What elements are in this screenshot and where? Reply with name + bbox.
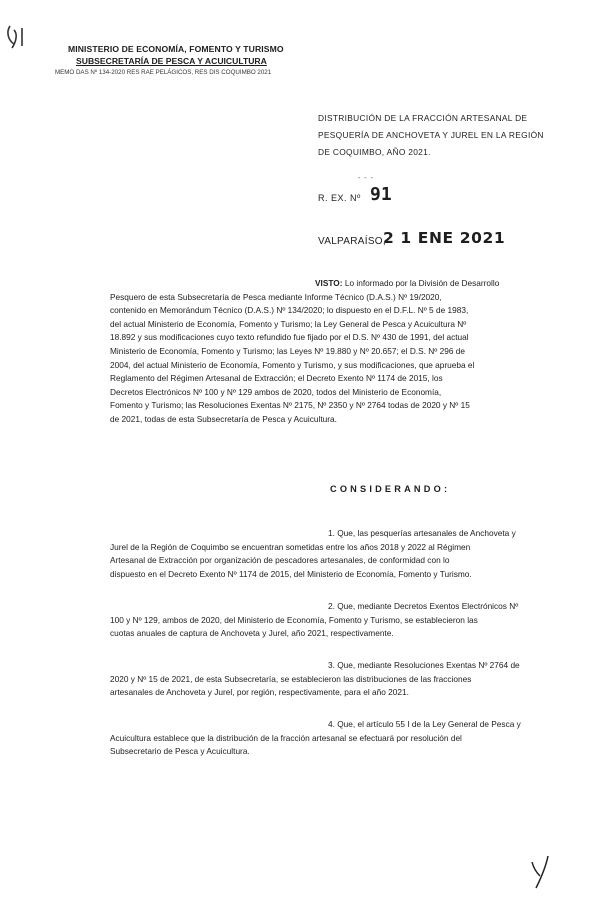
paragraph-line: de 2021, todas de esta Subsecretaría de Pesca y Acuicultura. [110,413,337,424]
visto-label: VISTO: [315,278,343,288]
paragraph-line: Lo informado por la División de Desarrollo [344,278,500,288]
paragraph-line: artesanales de Anchoveta y Jurel, por región, respectivamente, para el año 2021. [110,687,409,698]
paragraph-line: 100 y Nº 129, ambos de 2020, del Ministerio de Economía, Fomento y Turismo, se establecieron las [110,614,478,625]
paragraph-line: Decretos Electrónicos Nº 100 y Nº 129 ambos de 2020, todos del Ministerio de Economía, [110,386,442,397]
paragraph-line: 18.892 y sus modificaciones cuyo texto refundido fue fijado por el D.S. Nº 430 de 1991, del actual [110,332,469,343]
paragraph-line: Reglamento del Régimen Artesanal de Extracción; el Decreto Exento Nº 1174 de 2015, los [110,373,443,384]
considerando-item-3 [110,659,576,700]
considerando-item-4 [110,718,576,759]
resolution-number: 91 [370,184,392,205]
paragraph-line: 3. Que, mediante Resoluciones Exentas Nº 2764 de [328,660,520,670]
paragraph-line: dispuesto en el Decreto Exento Nº 1174 de 2015, del Ministerio de Economía, Fomento y Turismo. [110,568,472,579]
paragraph-line: Fomento y Turismo; las Resoluciones Exentas Nº 2175, Nº 2350 y Nº 2764 todas de 2020 y Nº 15 [110,400,470,411]
memo-reference: MEMO DAS Nº 134-2020 RES RAE PELÁGICOS, RES DIS COQUIMBO 2021 [55,69,272,76]
paragraph-line: Artesanal de Extracción por organización de pescadores artesanales, de conformidad con lo [110,555,450,566]
considerando-item-1 [110,527,576,581]
paragraph-line: contenido en Memorándum Técnico (D.A.S.) Nº 134/2020; lo dispuesto en el D.F.L. Nº 5 de 1983, [110,305,469,316]
visto-paragraph [110,277,576,427]
paragraph-line: Acuicultura establece que la distribución de la fracción artesanal se efectuará por resolución del [110,732,462,743]
scan-mark-icon [2,22,32,62]
paragraph-line: del actual Ministerio de Economía, Fomento y Turismo; la Ley General de Pesca y Acuicultura Nº [110,318,467,329]
paragraph-line: 4. Que, el artículo 55 I de la Ley General de Pesca y [328,719,521,729]
signature-initial-icon [526,852,556,892]
paragraph-line: 1. Que, las pesquerías artesanales de Anchoveta y [328,528,516,538]
paragraph-line: 2004, del actual Ministerio de Economía, Fomento y Turismo, y sus modificaciones, que aprueba el [110,359,475,370]
considerando-item-2 [110,600,576,641]
date-stamp: 2 1 ENE 2021 [383,229,506,247]
title-line: PESQUERÍA DE ANCHOVETA Y JUREL EN LA REGIÓN [318,130,544,140]
paragraph-line: Subsecretario de Pesca y Acuicultura. [110,746,250,757]
place-name: VALPARAÍSO, [318,236,386,247]
visto-first-line [110,277,576,291]
resolution-label: R. EX. Nº [318,193,361,203]
document-title [318,110,582,161]
considerando-heading: CONSIDERANDO: [330,484,451,494]
paragraph-line: cuotas anuales de captura de Anchoveta y Jurel, año 2021, respectivamente. [110,628,394,639]
ministry-name: MINISTERIO DE ECONOMÍA, FOMENTO Y TURISMO [68,44,284,54]
paragraph-line: Jurel de la Región de Coquimbo se encuentran sometidas entre los años 2018 y 2022 al Régimen [110,541,471,552]
paragraph-line: Ministerio de Economía, Fomento y Turismo; las Leyes Nº 19.880 y Nº 20.657; el D.S. Nº 296 de [110,345,465,356]
stamp-dash: - - - [358,175,374,182]
paragraph-line: Pesquero de esta Subsecretaría de Pesca mediante Informe Técnico (D.A.S.) Nº 19/2020, [110,291,442,302]
subsecretaria-name: SUBSECRETARÍA DE PESCA Y ACUICULTURA [76,56,267,66]
title-line: DISTRIBUCIÓN DE LA FRACCIÓN ARTESANAL DE [318,113,528,123]
title-line: DE COQUIMBO, AÑO 2021. [318,147,431,157]
paragraph-line: 2. Que, mediante Decretos Exentos Electrónicos Nº [328,601,519,611]
paragraph-line: 2020 y Nº 15 de 2021, de esta Subsecretaría, se establecieron las distribuciones de las fracciones [110,673,472,684]
